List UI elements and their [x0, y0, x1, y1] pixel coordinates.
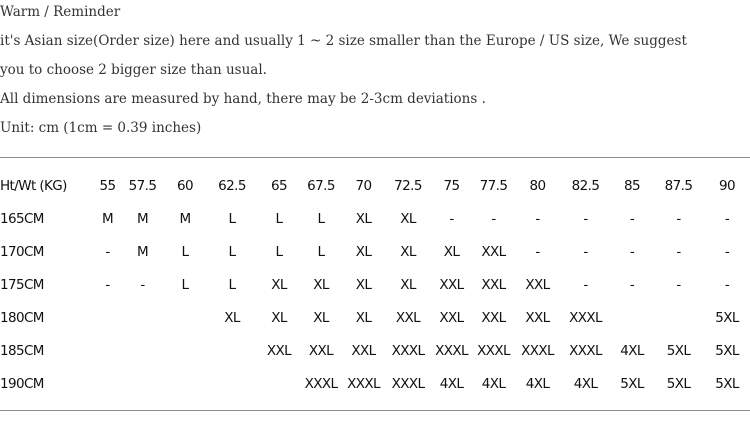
size-cell: M [101, 210, 114, 227]
size-cell: - [491, 210, 496, 227]
size-cell: - [724, 276, 730, 293]
height-label: 170CM [0, 243, 44, 260]
corner-header: Ht/Wt (KG) [0, 178, 67, 194]
size-cell: XL [271, 276, 287, 293]
size-cell: 4XL [620, 342, 644, 359]
size-cell: - [724, 210, 730, 227]
size-cell [206, 367, 258, 400]
size-cell: L [317, 210, 325, 227]
size-cell: XXXL [347, 375, 380, 392]
size-cell: - [676, 276, 681, 293]
size-cell: XXL [439, 309, 464, 326]
size-cell: M [179, 210, 191, 227]
size-cell: XXXL [304, 375, 338, 392]
size-cell: XL [313, 309, 329, 326]
note-suggestion: you to choose 2 bigger size than usual. [0, 62, 267, 78]
size-cell: XL [400, 210, 416, 227]
size-cell: L [275, 210, 283, 227]
size-cell: XL [313, 276, 329, 293]
size-cell [611, 301, 653, 334]
size-cell: - [583, 210, 588, 227]
size-cell: 5XL [715, 309, 739, 326]
size-cell: 4XL [481, 375, 506, 392]
size-cell: XXL [395, 309, 421, 326]
size-cell [164, 367, 206, 400]
size-cell [121, 367, 164, 400]
size-chart-table [0, 170, 750, 400]
weight-header: 60 [177, 178, 193, 194]
size-cell: XL [443, 243, 460, 260]
weight-header: 77.5 [479, 178, 508, 194]
size-cell: M [136, 243, 149, 260]
weight-header: 80 [529, 178, 546, 194]
note-unit: Unit: cm (1cm = 0.39 inches) [0, 120, 202, 136]
size-cell: 4XL [439, 375, 464, 392]
note-title: Warm / Reminder [0, 4, 121, 20]
weight-header: 67.5 [307, 178, 335, 194]
size-cell: XXXL [477, 342, 510, 359]
weight-header: 87.5 [664, 178, 693, 194]
weight-header: 55 [99, 178, 116, 194]
table-bottom-divider [0, 410, 750, 411]
size-cell: XL [355, 309, 372, 326]
size-cell: XXL [481, 276, 506, 293]
size-cell: XXL [481, 243, 506, 260]
size-cell: XL [400, 243, 416, 260]
height-label: 185CM [0, 342, 44, 359]
size-cell: XXL [525, 276, 550, 293]
size-cell: M [136, 210, 149, 227]
table-row [0, 334, 750, 367]
size-cell: XXXL [391, 342, 425, 359]
size-cell [121, 334, 164, 367]
size-cell: - [105, 276, 110, 293]
size-cell: 5XL [715, 342, 739, 359]
size-cell: XXL [351, 342, 376, 359]
size-cell: XL [355, 276, 372, 293]
height-label: 180CM [0, 309, 44, 326]
size-cell: - [629, 276, 635, 293]
size-cell: L [317, 243, 325, 260]
table-row [0, 235, 750, 268]
size-cell: 4XL [525, 375, 550, 392]
size-cell: XL [224, 309, 240, 326]
size-cell: - [629, 243, 635, 260]
table-top-divider [0, 157, 750, 158]
size-cell: XXL [439, 276, 464, 293]
size-cell: 5XL [666, 342, 691, 359]
size-cell: XXXL [435, 342, 468, 359]
size-cell: - [676, 210, 681, 227]
size-cell: L [275, 243, 283, 260]
weight-header: 82.5 [571, 178, 600, 194]
size-cell [164, 301, 206, 334]
size-cell: - [676, 243, 681, 260]
size-cell: - [105, 243, 110, 260]
size-cell: XXL [525, 309, 550, 326]
height-label: 190CM [0, 375, 44, 392]
weight-header-row [0, 170, 750, 202]
size-cell [94, 367, 121, 400]
size-cell: 4XL [573, 375, 598, 392]
weight-header: 72.5 [394, 178, 422, 194]
height-label: 175CM [0, 276, 44, 293]
size-cell: - [629, 210, 635, 227]
size-cell: 5XL [715, 375, 739, 392]
size-cell: XXL [308, 342, 334, 359]
height-label: 165CM [0, 210, 44, 227]
size-cell [94, 301, 121, 334]
size-cell: - [724, 243, 730, 260]
size-cell: XXXL [569, 342, 602, 359]
size-cell: - [583, 276, 588, 293]
size-cell: - [140, 276, 145, 293]
weight-header: 85 [624, 178, 640, 194]
size-cell: - [583, 243, 588, 260]
size-cell: XXL [266, 342, 292, 359]
weight-header: 90 [719, 178, 735, 194]
size-cell: L [181, 243, 189, 260]
weight-header: 65 [271, 178, 287, 194]
weight-header: 70 [355, 178, 372, 194]
size-cell [94, 334, 121, 367]
table-row [0, 202, 750, 235]
size-cell: - [449, 210, 454, 227]
size-cell: XL [355, 210, 372, 227]
size-cell: - [535, 210, 540, 227]
size-cell: 5XL [620, 375, 644, 392]
size-cell [121, 301, 164, 334]
note-deviation: All dimensions are measured by hand, there may be 2-3cm deviations . [0, 91, 486, 107]
size-cell [206, 334, 258, 367]
size-cell: XXL [481, 309, 506, 326]
size-cell [258, 367, 300, 400]
size-cell: XXXL [391, 375, 425, 392]
weight-header: 62.5 [218, 178, 246, 194]
size-notes [0, 0, 750, 145]
size-cell: XL [271, 309, 287, 326]
size-cell: XXXL [569, 309, 602, 326]
size-cell: L [228, 276, 236, 293]
note-asian-size: it's Asian size(Order size) here and usually 1 ~ 2 size smaller than the Europe / US size, We suggest [0, 33, 687, 49]
weight-header: 75 [443, 178, 460, 194]
table-row [0, 268, 750, 301]
size-cell: XXXL [521, 342, 554, 359]
size-cell [653, 301, 704, 334]
weight-header: 57.5 [128, 178, 157, 194]
size-cell: L [228, 243, 236, 260]
table-row [0, 301, 750, 334]
size-cell: 5XL [666, 375, 691, 392]
table-row [0, 367, 750, 400]
size-cell: L [228, 210, 236, 227]
size-cell: XL [400, 276, 416, 293]
size-cell [164, 334, 206, 367]
size-cell: L [181, 276, 189, 293]
size-cell: - [535, 243, 540, 260]
size-cell: XL [355, 243, 372, 260]
